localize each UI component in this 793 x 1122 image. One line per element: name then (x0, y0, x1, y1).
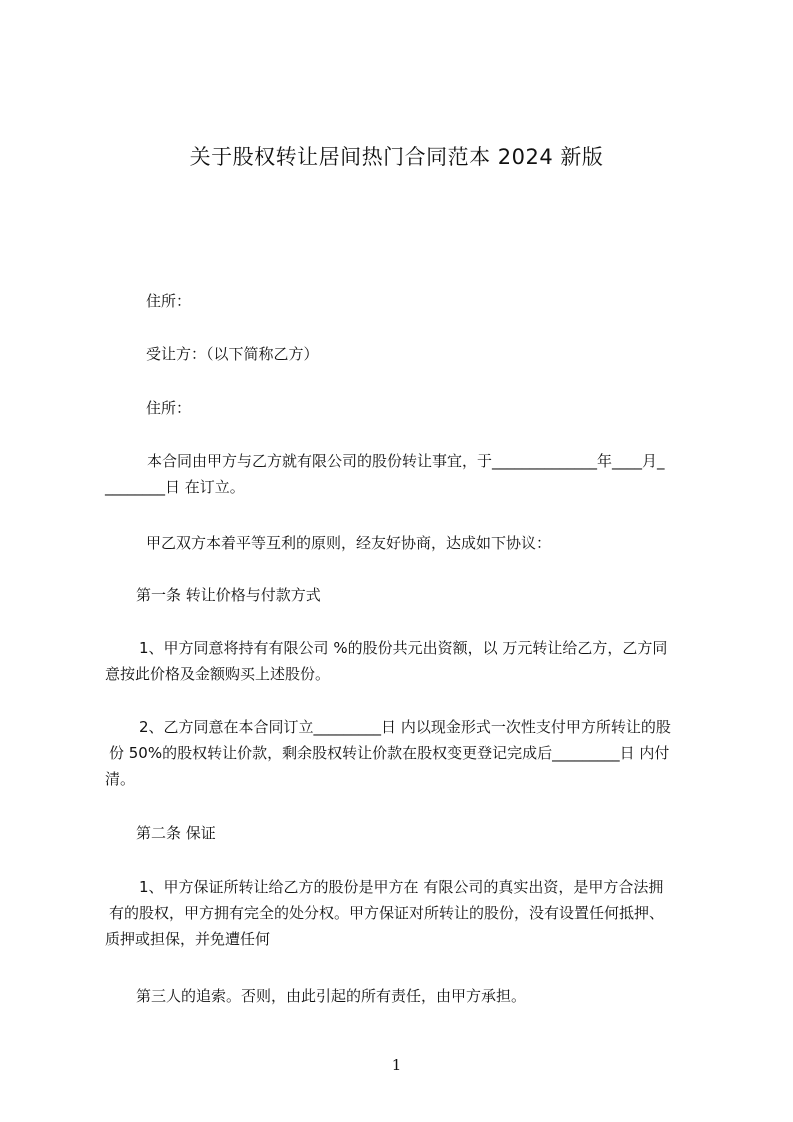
page-number: 1 (391, 1056, 402, 1074)
clause-line: 1、甲方同意将持有有限公司 %的股份共元出资额，以 万元转让给乙方，乙方同 (139, 639, 668, 657)
third-party-line: 第三人的追索。否则，由此引起的所有责任，由甲方承担。 (136, 987, 527, 1005)
clause-line: 份 50%的股权转让价款，剩余股权转让价款在股权变更登记完成后_________日 内付 (109, 744, 670, 762)
intro-line-1: 本合同由甲方与乙方就有限公司的股份转让事宜，于______________年____月_ (147, 452, 665, 470)
article-2-heading: 第二条 保证 (136, 824, 216, 842)
clause-line: 意按此价格及金额购买上述股份。 (105, 665, 331, 683)
clause-line: 1、甲方保证所转让给乙方的股份是甲方在 有限公司的真实出资，是甲方合法拥 (139, 878, 664, 896)
document-title: 关于股权转让居间热门合同范本 2024 新版 (189, 145, 604, 169)
clause-line: 质押或担保，并免遭任何 (105, 930, 271, 948)
clause-line: 有的股权，甲方拥有完全的处分权。甲方保证对所转让的股份，没有设置任何抵押、 (109, 904, 665, 922)
address-line-1: 住所： (146, 292, 192, 310)
principle-line: 甲乙双方本着平等互利的原则，经友好协商，达成如下协议： (146, 534, 552, 552)
article-2-clause-1 (105, 874, 705, 952)
article-1-clause-1 (105, 635, 705, 687)
clause-line: 2、乙方同意在本合同订立_________日 内以现金形式一次性支付甲方所转让的股 (139, 718, 671, 736)
clause-line: 清。 (105, 770, 136, 788)
transferee-line: 受让方：（以下简称乙方） (146, 345, 319, 363)
article-1-clause-2 (105, 714, 705, 792)
article-1-heading: 第一条 转让价格与付款方式 (136, 586, 321, 604)
intro-line-2: ________日 在订立。 (105, 478, 245, 496)
address-line-2: 住所： (146, 399, 192, 417)
intro-paragraph (105, 448, 705, 500)
